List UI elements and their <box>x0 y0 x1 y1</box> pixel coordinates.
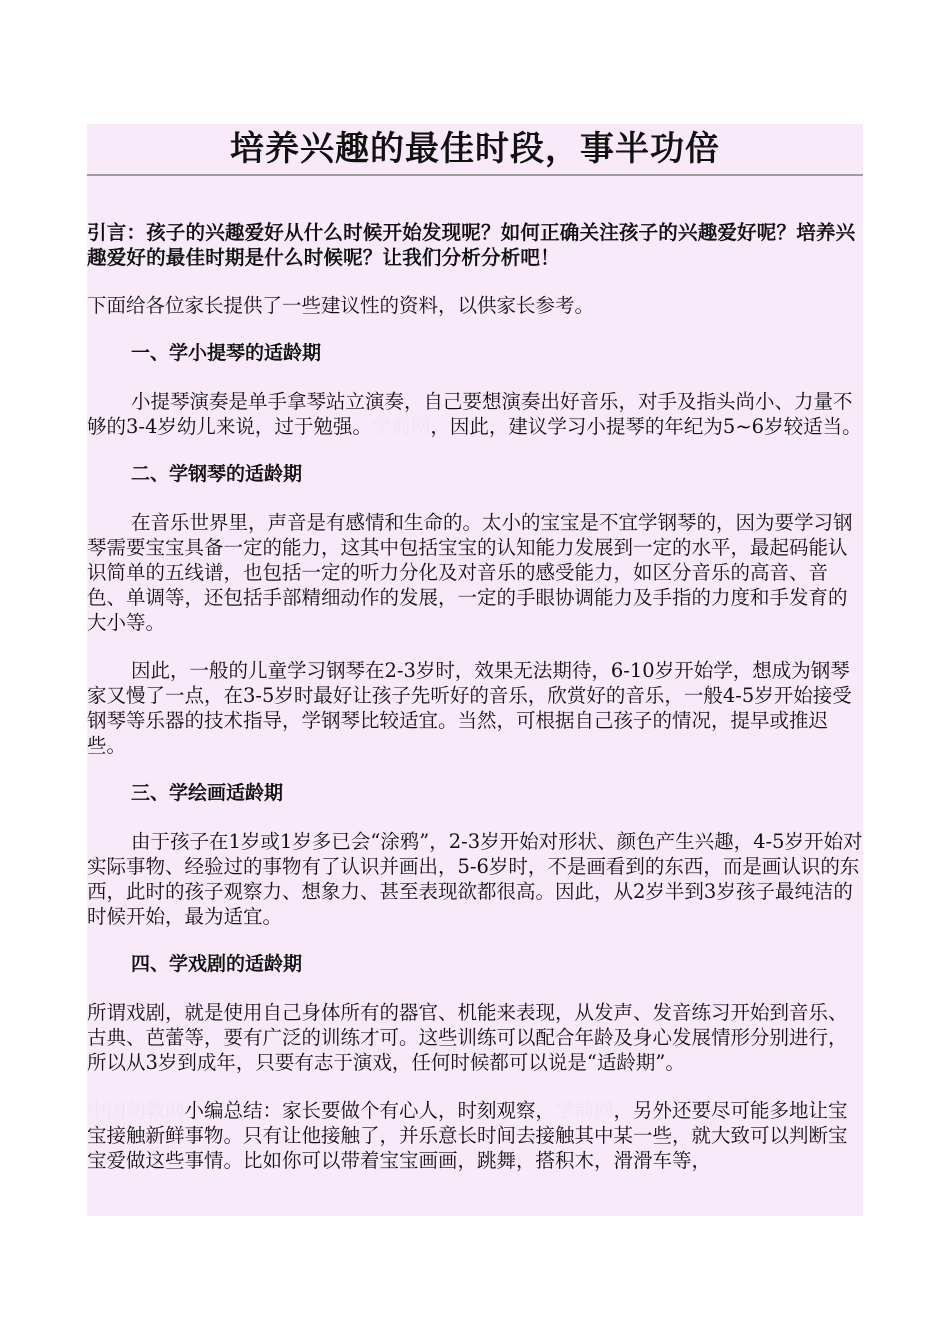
violin-paragraph <box>87 389 863 439</box>
section-heading-violin: 一、学小提琴的适龄期 <box>131 342 322 364</box>
intro-paragraph: 引言：孩子的兴趣爱好从什么时候开始发现呢？如何正确关注孩子的兴趣爱好呢？培养兴趣爱好的最佳时期是什么时候呢？让我们分析分析吧！ <box>87 221 856 269</box>
section-heading-painting: 三、学绘画适龄期 <box>131 782 284 804</box>
lead-paragraph: 下面给各位家长提供了一些建议性的资料，以供家长参考。 <box>87 294 595 317</box>
watermark-text: 学前网 <box>555 1099 614 1122</box>
piano-paragraph-1: 在音乐世界里，声音是有感情和生命的。太小的宝宝是不宜学钢琴的，因为要学习钢琴需要宝宝具备一定的能力，这其中包括宝宝的认知能力发展到一定的水平，最起码能认识简单的五线谱，也包括一定的听力分化及对音乐的感受能力，如区分音乐的高音、音色、单调等，还包括手部精细动作的发展，一定的手眼协调能力及手指的力度和手发育的大小等。 <box>87 511 853 634</box>
summary-text-2: ，另外还要尽可能多地让宝宝接触新鲜事物。只有让他接触了，并乐意长时间去接触其中某一些，就大致可以判断宝宝爱做这些事情。比如你可以带着宝宝画画，跳舞，搭积木，滑滑车等， <box>87 1099 848 1172</box>
watermark-text: 学前网 <box>371 415 431 438</box>
watermark-text: 中国幼教网 <box>87 1099 185 1122</box>
piano-paragraph-2: 因此，一般的儿童学习钢琴在2-3岁时，效果无法期待，6-10岁开始学，想成为钢琴家又慢了一点，在3-5岁时最好让孩子先听好的音乐，欣赏好的音乐，一般4-5岁开始接受钢琴等乐器的技术指导，学钢琴比较适宜。当然，可根据自己孩子的情况，提早或推迟些。 <box>87 659 852 757</box>
summary-text-1: 小编总结：家长要做个有心人，时刻观察， <box>184 1099 556 1122</box>
document-body <box>87 220 863 1173</box>
summary-paragraph <box>87 1098 863 1173</box>
painting-paragraph: 由于孩子在1岁或1岁多已会“涂鸦”，2-3岁开始对形状、颜色产生兴趣，4-5岁开始对实际事物、经验过的事物有了认识并画出，5-6岁时，不是画看到的东西，而是画认识的东西，此时的孩子观察力、想象力、甚至表现欲都很高。因此，从2岁半到3岁孩子最纯洁的时候开始，最为适宜。 <box>87 830 863 928</box>
drama-paragraph: 所谓戏剧，就是使用自己身体所有的器官、机能来表现，从发声、发音练习开始到音乐、古典、芭蕾等，要有广泛的训练才可。这些训练可以配合年龄及身心发展情形分别进行，所以从3岁到成年，只要有志于演戏，任何时候都可以说是“适龄期”。 <box>87 1001 848 1074</box>
document-page <box>87 124 863 1216</box>
document-title: 培养兴趣的最佳时段，事半功倍 <box>87 124 863 176</box>
violin-text-after: ，因此，建议学习小提琴的年纪为5~6岁较适当。 <box>430 415 862 438</box>
section-heading-drama: 四、学戏剧的适龄期 <box>131 953 303 975</box>
violin-text-before: 小提琴演奏是单手拿琴站立演奏，自己要想演奏出好音乐，对手及指头尚小、力量不够的3-4岁幼儿来说，过于勉强。 <box>87 390 853 438</box>
section-heading-piano: 二、学钢琴的适龄期 <box>131 463 303 485</box>
